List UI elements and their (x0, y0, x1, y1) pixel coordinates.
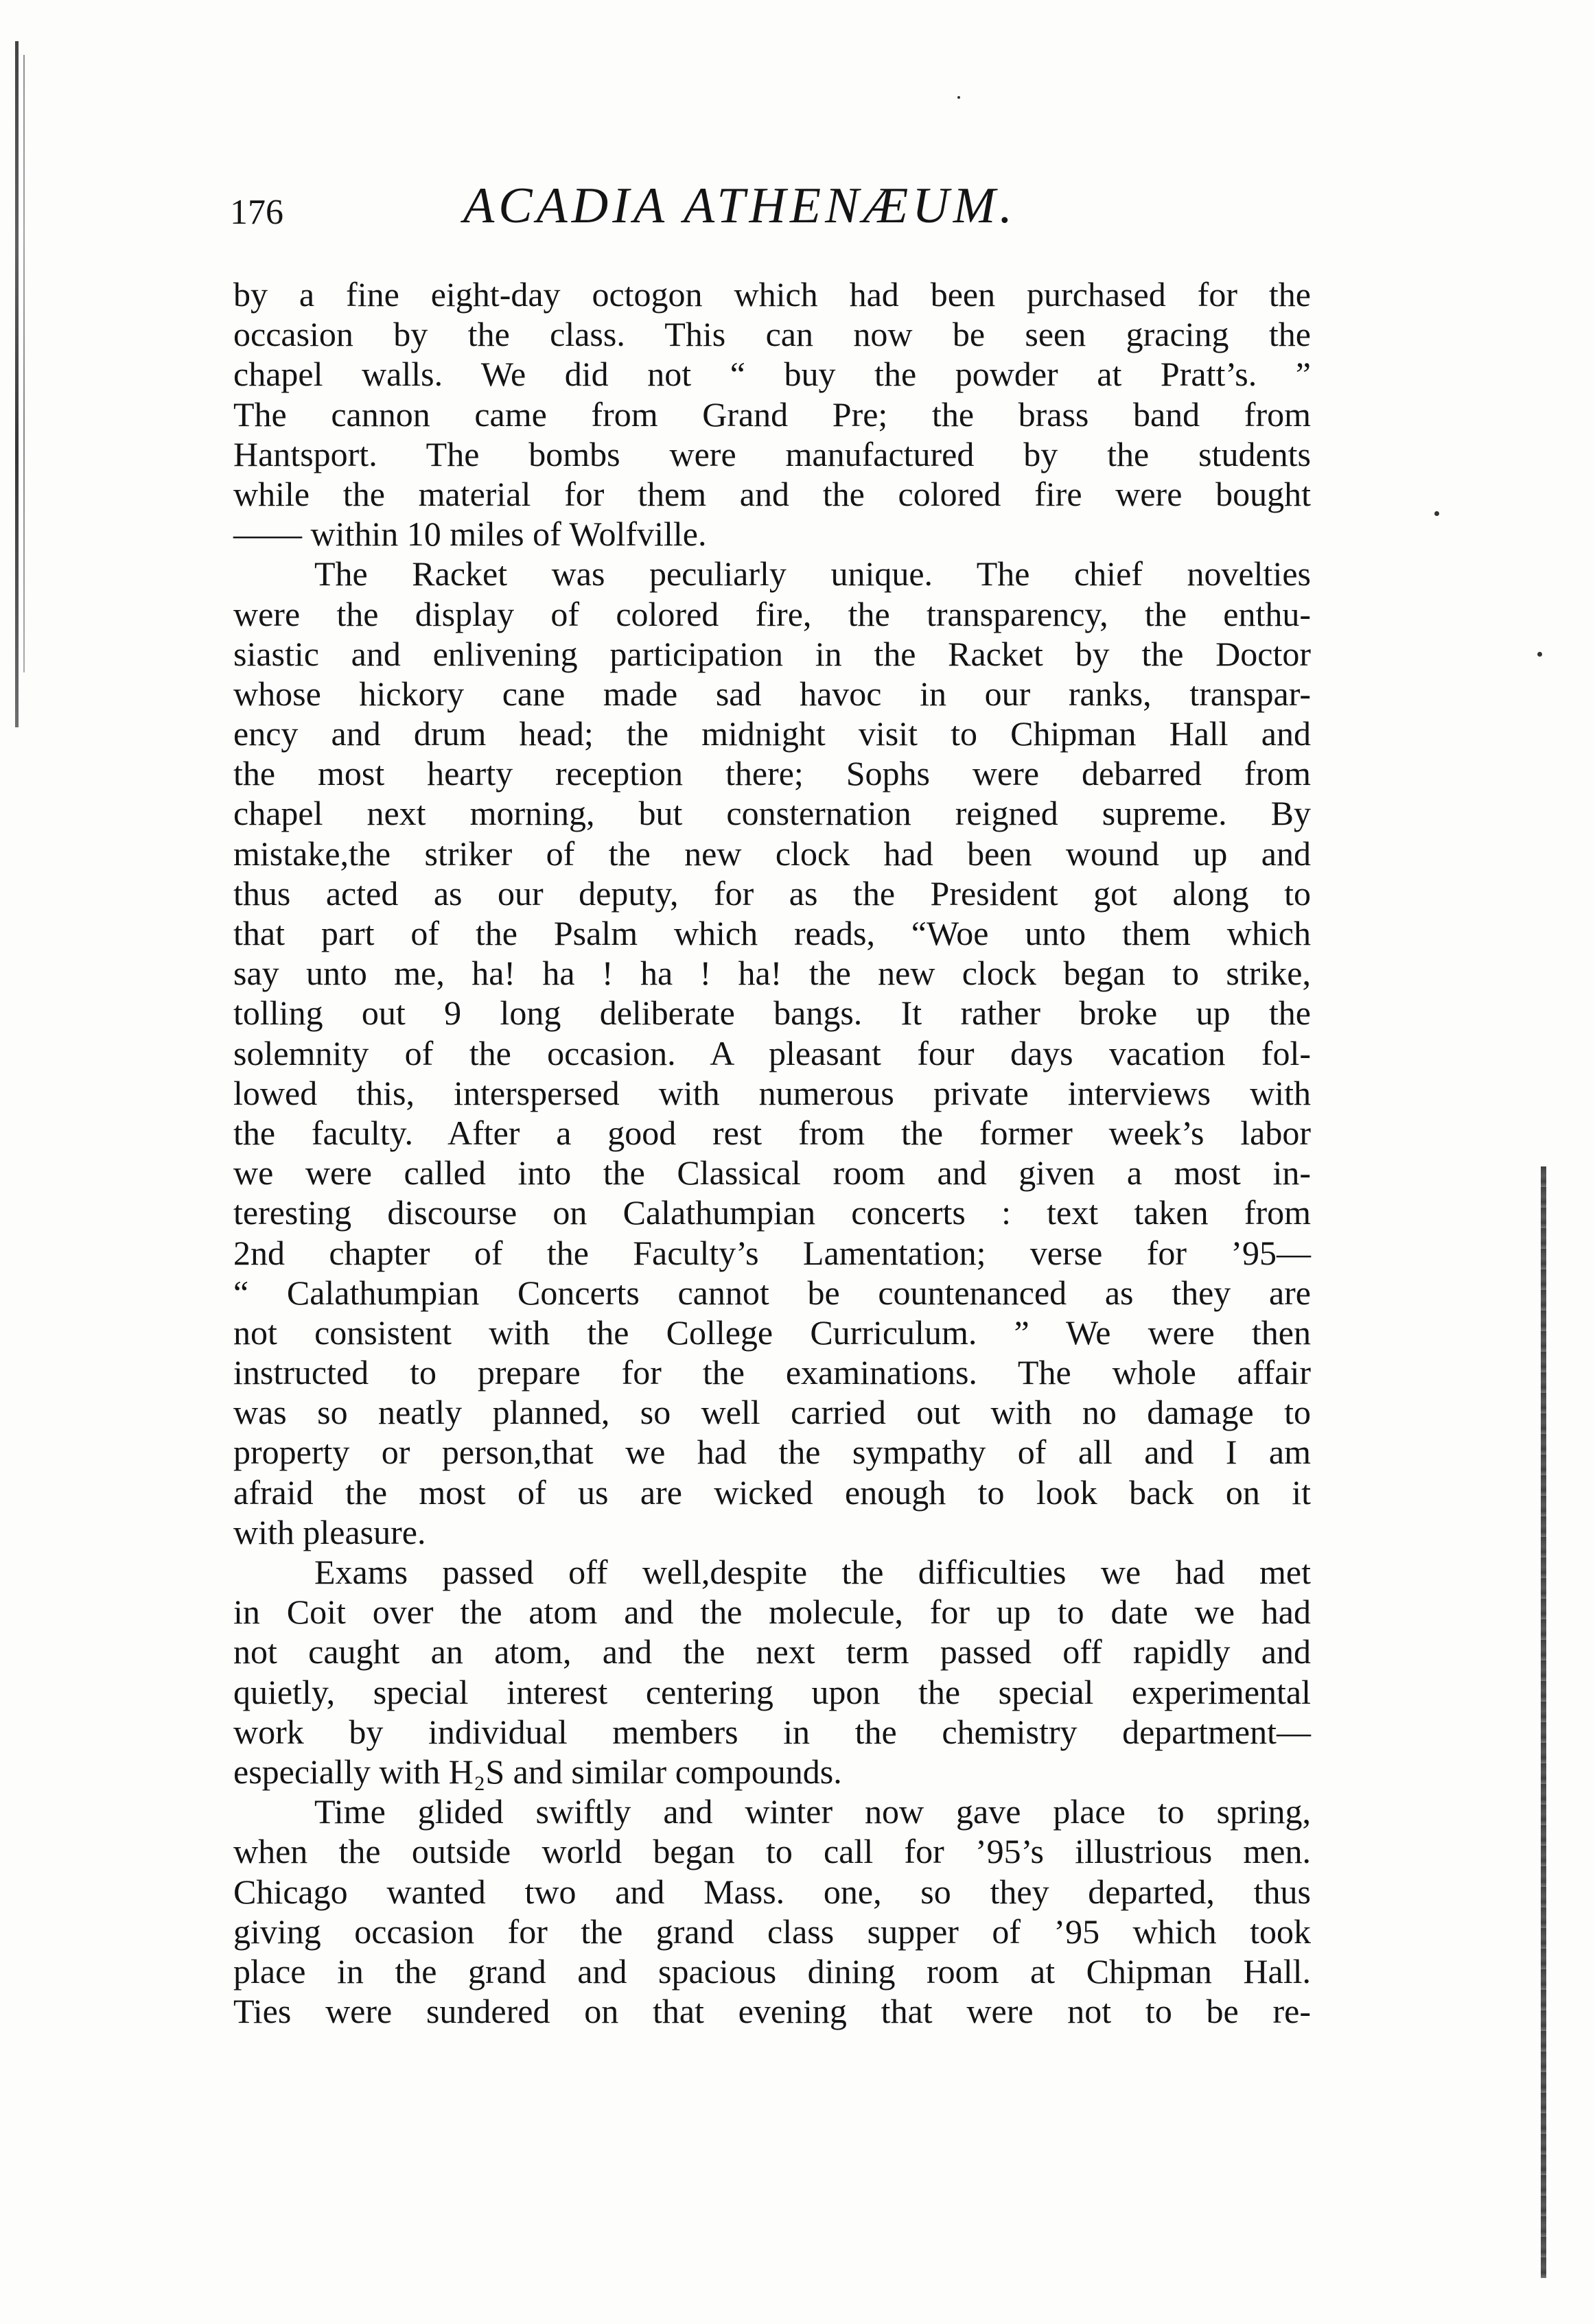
text-line: not consistent with the College Curriculum. ” We were then (233, 1313, 1311, 1352)
paragraph (233, 1792, 1311, 2031)
text-line: not caught an atom, and the next term passed off rapidly and (233, 1632, 1311, 1671)
text-line: teresting discourse on Calathumpian concerts : text taken from (233, 1193, 1311, 1232)
text-line: whose hickory cane made sad havoc in our ranks, transpar- (233, 674, 1311, 713)
running-title: ACADIA ATHENÆUM. (463, 178, 1016, 234)
text-line: work by individual members in the chemistry department— (233, 1712, 1311, 1751)
article-body (233, 274, 1311, 2031)
text-line: in Coit over the atom and the molecule, for up to date we had (233, 1593, 1311, 1632)
page-edge-shadow-left (15, 41, 19, 727)
page-edge-binding-right (1541, 1166, 1546, 2278)
text-line: Ties were sundered on that evening that were not to be re- (233, 1992, 1311, 2031)
text-line: The Racket was peculiarly unique. The chief novelties (314, 554, 1311, 594)
text-line: afraid the most of us are wicked enough to look back on it (233, 1472, 1311, 1512)
text-line: Exams passed off well,despite the difficulties we had met (314, 1553, 1311, 1591)
text-line: especially with H₂S and similar compounds. (233, 1752, 842, 1791)
text-line: with pleasure. (233, 1512, 426, 1551)
text-line: were the display of colored fire, the transparency, the enthu- (233, 594, 1311, 633)
page-edge-shadow-left-thin (23, 55, 25, 672)
text-line: lowed this, interspersed with numerous private interviews with (233, 1073, 1311, 1112)
text-line: siastic and enlivening participation in the Racket by the Doctor (233, 634, 1311, 673)
text-line: Hantsport. The bombs were manufactured by the students (233, 434, 1311, 473)
text-line: the faculty. After a good rest from the former week’s labor (233, 1113, 1311, 1152)
text-line: quietly, special interest centering upon the special experimental (233, 1672, 1311, 1711)
ink-speck (957, 96, 960, 99)
text-line: thus acted as our deputy, for as the President got along to (233, 873, 1311, 913)
text-line: when the outside world began to call for ’95’s illustrious men. (233, 1832, 1311, 1871)
page-header (230, 177, 1328, 253)
text-line: we were called into the Classical room and given a most in- (233, 1153, 1311, 1193)
text-line: say unto me, ha! ha ! ha ! ha! the new clock began to strike, (233, 954, 1311, 993)
text-line: 2nd chapter of the Faculty’s Lamentation; verse for ’95— (233, 1233, 1311, 1272)
paragraph (233, 274, 1311, 554)
text-line: tolling out 9 long deliberate bangs. It rather broke up the (233, 994, 1311, 1033)
paragraph (233, 1552, 1311, 1792)
text-line: place in the grand and spacious dining room at Chipman Hall. (233, 1951, 1311, 1991)
text-line: solemnity of the occasion. A pleasant four days vacation fol- (233, 1033, 1311, 1072)
text-line: chapel walls. We did not “ buy the powder at Pratt’s. ” (233, 355, 1311, 394)
text-line: mistake,the striker of the new clock had been wound up and (233, 834, 1311, 873)
text-line: property or person,that we had the sympathy of all and I am (233, 1433, 1311, 1472)
ink-speck (1537, 652, 1542, 657)
text-line: Chicago wanted two and Mass. one, so they departed, thus (233, 1872, 1311, 1911)
text-line: occasion by the class. This can now be seen gracing the (233, 315, 1311, 354)
text-line: the most hearty reception there; Sophs were debarred from (233, 754, 1311, 793)
text-line: while the material for them and the colored fire were bought (233, 474, 1311, 513)
paragraph (233, 554, 1311, 1552)
text-line: —— within 10 miles of Wolfville. (233, 515, 707, 554)
text-line: “ Calathumpian Concerts cannot be countenanced as they are (233, 1273, 1311, 1312)
text-line: by a fine eight-day octogon which had been purchased for the (233, 275, 1311, 314)
text-line: was so neatly planned, so well carried out with no damage to (233, 1393, 1311, 1432)
text-line: chapel next morning, but consternation reigned supreme. By (233, 794, 1311, 833)
ink-speck (1434, 511, 1439, 516)
text-line: instructed to prepare for the examinations. The whole affair (233, 1353, 1311, 1392)
text-line: The cannon came from Grand Pre; the brass band from (233, 395, 1311, 434)
text-line: Time glided swiftly and winter now gave place to spring, (314, 1792, 1311, 1831)
page-number: 176 (230, 193, 283, 232)
text-line: giving occasion for the grand class supper of ’95 which took (233, 1912, 1311, 1951)
text-line: that part of the Psalm which reads, “Woe unto them which (233, 914, 1311, 952)
text-line: ency and drum head; the midnight visit to Chipman Hall and (233, 714, 1311, 753)
